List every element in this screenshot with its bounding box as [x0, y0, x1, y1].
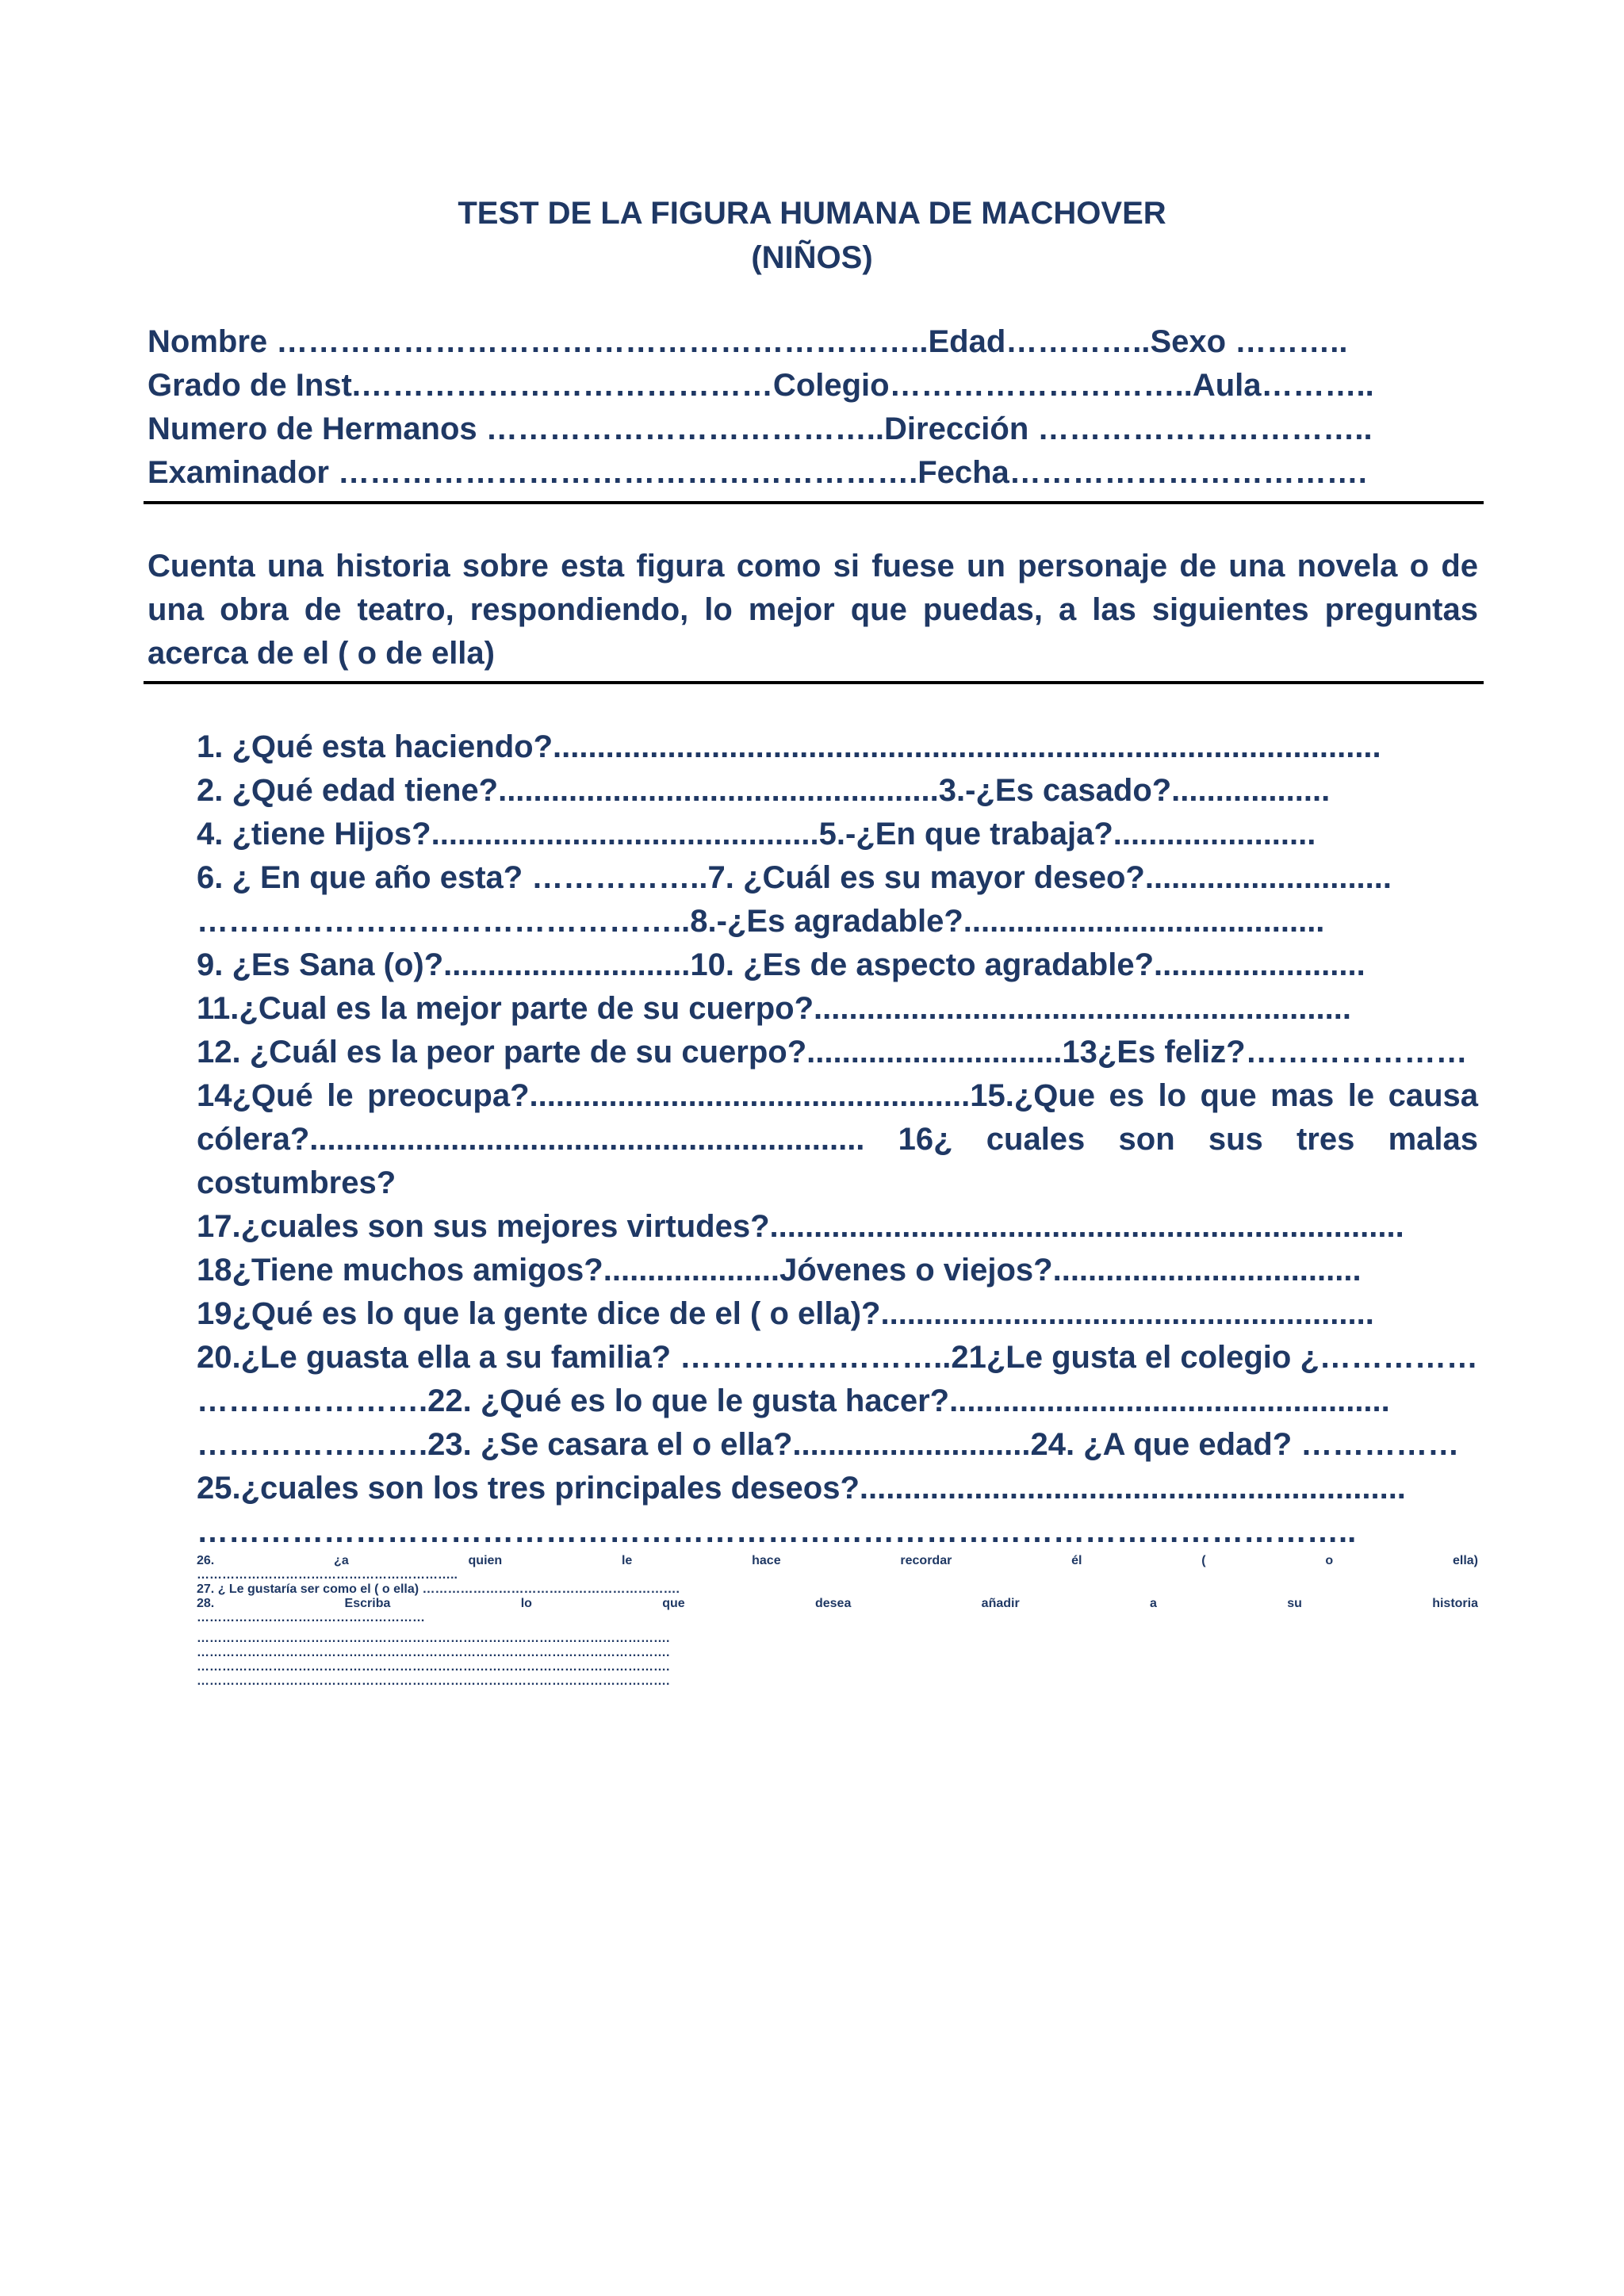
header-line-grado: Grado de Inst.…………………………………Colegio………………………..Aula………..: [147, 368, 1374, 403]
answer-line-26: ……………………………………………………..: [197, 1568, 458, 1582]
answer-line-3: ………………………………………………………………………………………………….: [197, 1660, 670, 1674]
question-23-24: ………………….23. ¿Se casara el o ella?...........................24. ¿A que edad? ……………: [197, 1427, 1460, 1462]
question-9-10: 9. ¿Es Sana (o)?............................10. ¿Es de aspecto agradable?........................: [197, 947, 1365, 982]
question-26: 26. ¿a quien le hace recordar él ( o ella): [197, 1554, 1478, 1567]
answer-line-1: ………………………………………………………………………………………………….: [197, 1632, 670, 1645]
document-title: TEST DE LA FIGURA HUMANA DE MACHOVER: [458, 196, 1166, 231]
document-subtitle: (NIÑOS): [751, 240, 873, 275]
question-19: 19¿Qué es lo que la gente dice de el ( o ella)?........................................................: [197, 1296, 1374, 1331]
question-6-7: 6. ¿ En que año esta? ……………..7. ¿Cuál es su mayor deseo?............................: [197, 860, 1392, 895]
header-line-hermanos: Numero de Hermanos ………………………………..Dirección …………………………..: [147, 411, 1373, 446]
header-fields: [147, 320, 1480, 495]
divider-top: [144, 501, 1484, 504]
header-line-examinador: Examinador ……………………………………………….Fecha…………………………….: [147, 455, 1367, 490]
header-line-nombre: Nombre ……………………………………………………..Edad…………..Sexo ………..: [147, 324, 1348, 359]
question-2-3: 2. ¿Qué edad tiene?..................................................3.-¿Es casado?..................: [197, 773, 1331, 808]
question-25: 25.¿cuales son los tres principales deseos?..............................................................: [197, 1471, 1406, 1506]
instructions-paragraph: Cuenta una historia sobre esta figura como si fuese un personaje de una novela o de una obra de teatro, respondiendo, lo mejor que puedas, a las siguientes preguntas acerca de el ( o de ella): [147, 549, 1478, 671]
question-11: 11.¿Cual es la mejor parte de su cuerpo?.............................................................: [197, 991, 1351, 1026]
question-18: 18¿Tiene muchos amigos?....................Jóvenes o viejos?...................................: [197, 1253, 1362, 1288]
answer-line-28: ………………………………………………: [197, 1611, 425, 1624]
question-20-21: 20.¿Le guasta ella a su familia? ……………………..21¿Le gusta el colegio ¿……………: [197, 1340, 1478, 1375]
question-12-13: 12. ¿Cuál es la peor parte de su cuerpo?.............................13¿Es feliz?…………………: [197, 1035, 1468, 1070]
question-list: [197, 725, 1478, 1689]
question-8: ………………………………………..8.-¿Es agradable?.........................................: [197, 904, 1325, 939]
question-17: 17.¿cuales son sus mejores virtudes?........................................................................: [197, 1209, 1404, 1244]
question-1: 1. ¿Qué esta haciendo?..............................................................................................: [197, 729, 1381, 764]
question-4-5: 4. ¿tiene Hijos?............................................5.-¿En que trabaja?.......................: [197, 817, 1316, 851]
question-22: ………………….22. ¿Qué es lo que le gusta hacer?..................................................: [197, 1383, 1390, 1418]
answer-line-4: ………………………………………………………………………………………………….: [197, 1674, 670, 1688]
answer-line-25: ………………………………………………………………………………………………..: [197, 1514, 1357, 1549]
question-27: 27. ¿ Le gustaría ser como el ( o ella) …………………………………………………….: [197, 1582, 680, 1596]
divider-bottom: [144, 681, 1484, 684]
question-28: 28. Escriba lo que desea añadir a su historia: [197, 1597, 1478, 1610]
question-14-16: 14¿Qué le preocupa?..................................................15.¿Que es lo que mas le causa cólera?............................................................... 16¿ cuales son sus tres malas costumbres?: [197, 1078, 1478, 1200]
answer-line-2: ………………………………………………………………………………………………….: [197, 1646, 670, 1659]
